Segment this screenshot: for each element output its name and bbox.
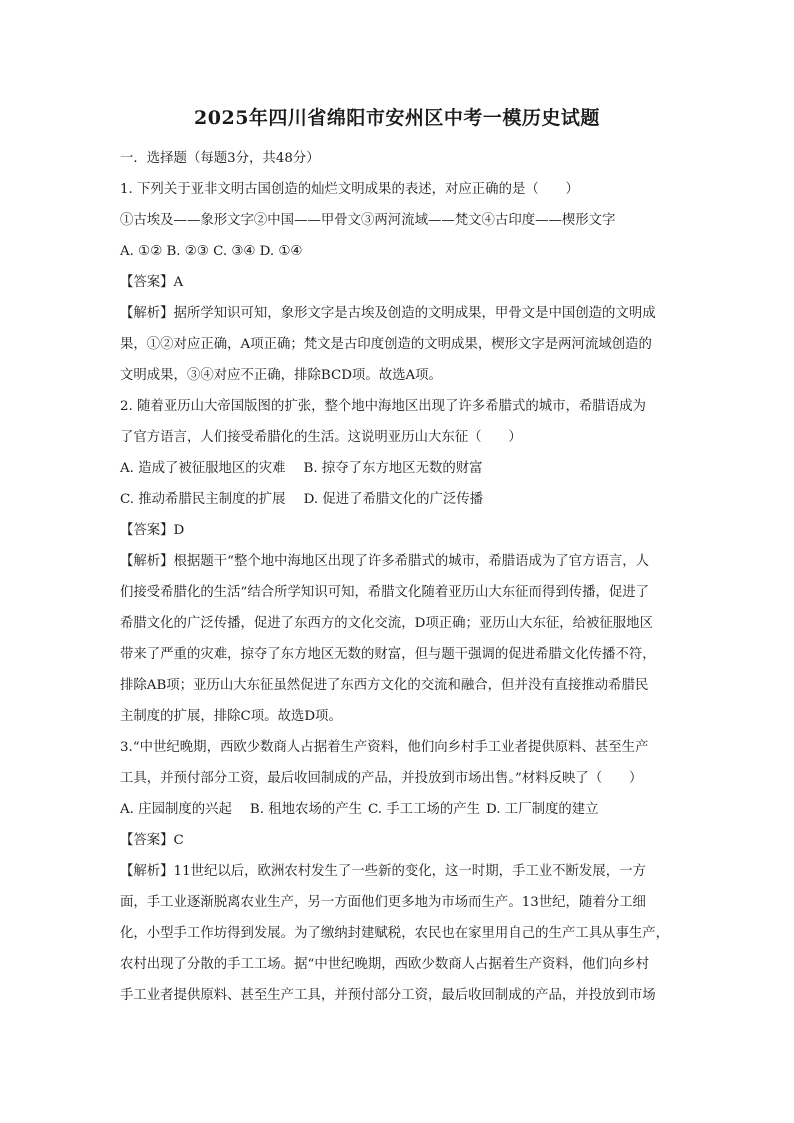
analysis-line: 果，①②对应正确，A项正确；梵文是古印度创造的文明成果，楔形文字是两河流域创造的 [120, 337, 652, 352]
question-stem: 了官方语言，人们接受希腊化的生活。这说明亚历山大东征（ ） [120, 430, 522, 445]
question-stem: 工具，并预付部分工资，最后收回制成的产品，并投放到市场出售。”材料反映了（ ） [120, 771, 643, 786]
question-stem: 1. 下列关于亚非文明古国创造的灿烂文明成果的表述，对应正确的是（ ） [120, 182, 579, 197]
option-b: B. 掠夺了东方地区无数的财富 [303, 461, 483, 476]
analysis-line: 排除AB项；亚历山大东征虽然促进了东西方文化的交流和融合，但并没有直接推动希腊民 [120, 678, 649, 693]
answer: 【答案】D [120, 523, 185, 538]
analysis-line: 【解析】11世纪以后，欧洲农村发生了一些新的变化，这一时期，手工业不断发展，一方 [120, 864, 646, 879]
page-title: 2025年四川省绵阳市安州区中考一模历史试题 [194, 107, 600, 129]
question-statements: ①古埃及——象形文字②中国——甲骨文③两河流域——梵文④古印度——楔形文字 [120, 213, 616, 228]
analysis-line: 【解析】根据题干“整个地中海地区出现了许多希腊式的城市，希腊语成为了官方语言，人 [120, 554, 650, 569]
section-heading: 一．选择题（每题3分，共48分） [120, 151, 320, 166]
option-b: B. 租地农场的产生 [249, 802, 363, 817]
analysis-line: 文明成果，③④对应不正确，排除BCD项。故选A项。 [120, 368, 442, 383]
answer: 【答案】A [120, 275, 184, 290]
answer: 【答案】C [120, 833, 184, 848]
question-2 [120, 391, 685, 732]
analysis-line: 主制度的扩展，排除C项。故选D项。 [120, 709, 342, 724]
question-options-row [120, 484, 685, 515]
option-a: A. 造成了被征服地区的灾难 [120, 461, 286, 476]
analysis-line: 农村出现了分散的手工工场。据“中世纪晚期，西欧少数商人占据着生产资料，他们向乡村 [120, 957, 650, 972]
option-c: C. 手工工场的产生 [368, 802, 481, 817]
document-body [120, 143, 685, 1011]
question-options-row [120, 794, 685, 825]
analysis-line: 带来了严重的灾难，掠夺了东方地区无数的财富，但与题干强调的促进希腊文化传播不符， [120, 647, 656, 662]
option-d: D. 工厂制度的建立 [486, 802, 599, 817]
analysis-line: 【解析】据所学知识可知，象形文字是古埃及创造的文明成果，甲骨文是中国创造的文明成 [120, 306, 656, 321]
question-options: A. ①② B. ②③ C. ③④ D. ①④ [120, 244, 303, 259]
option-c: C. 推动希腊民主制度的扩展 [120, 492, 286, 507]
analysis-line: 面，手工业逐渐脱离农业生产，另一方面他们更多地为市场而生产。13世纪，随着分工细 [120, 895, 646, 910]
question-stem: 2. 随着亚历山大帝国版图的扩张，整个地中海地区出现了许多希腊式的城市，希腊语成为 [120, 399, 646, 414]
question-3 [120, 732, 685, 1011]
option-d: D. 促进了希腊文化的广泛传播 [303, 492, 484, 507]
analysis-line: 们接受希腊化的生活”结合所学知识可知，希腊文化随着亚历山大东征而得到传播，促进了 [120, 585, 650, 600]
analysis-line: 化，小型手工作坊得到发展。为了缴纳封建赋税，农民也在家里用自己的生产工具从事生产， [120, 926, 670, 941]
question-stem: 3.“中世纪晚期，西欧少数商人占据着生产资料，他们向乡村手工业者提供原料、甚至生产 [120, 740, 649, 755]
question-options-row [120, 453, 685, 484]
question-1 [120, 174, 685, 391]
analysis-line: 希腊文化的广泛传播，促进了东西方的文化交流，D项正确；亚历山大东征，给被征服地区 [120, 616, 653, 631]
option-a: A. 庄园制度的兴起 [120, 802, 232, 817]
analysis-line: 手工业者提供原料、甚至生产工具，并预付部分工资，最后收回制成的产品，并投放到市场 [120, 988, 656, 1003]
